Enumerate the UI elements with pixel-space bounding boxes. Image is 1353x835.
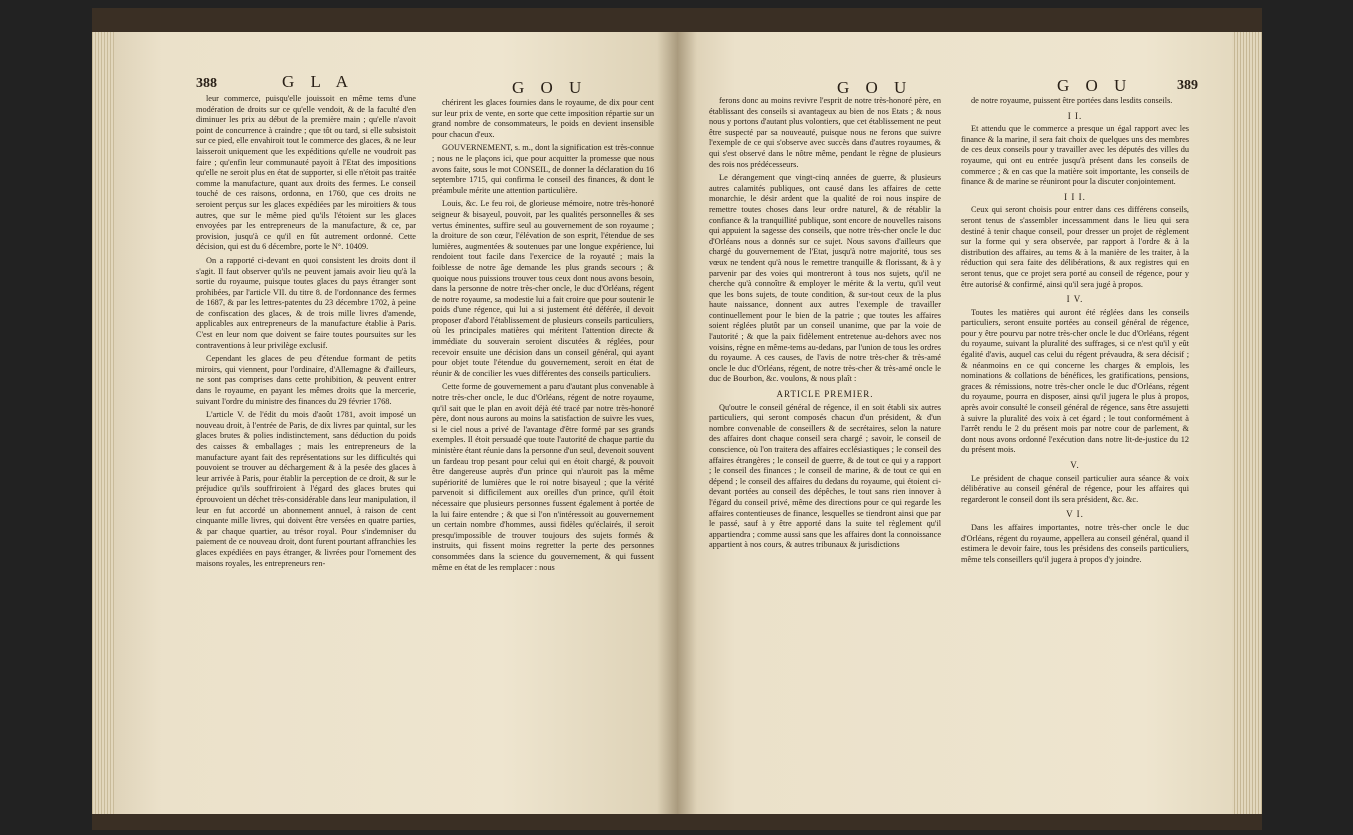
paragraph: L'article V. de l'édit du mois d'août 1781, avoit imposé un nouveau droit, à l'entrée de Paris, de dix livres par quintal, sur les glaces brutes & polies indistinctement, sans déduction du poids des caisses & emballages ; mais les entrepreneurs de la manufacture ayant fait des représentations sur les difficultés qui pouvoient se trouver au déchargement & à la pesée des glaces à leur arrivée à Paris, pour établir la perception de ce droit, & sur le préjudice qu'ils souffriroient à l'égard des glaces brutes qui éprouvoient un déchet très-considérable dans leur manipulation, il leur en fut accordé un abonnement annuel, à raison de cent cinquante mille livres, qui doivent être versées en quatre parties, & par chaque quartier, au trésor royal. Pour s'indemniser du paiement de ce nouveau droit, dont furent pourtant affranchies les glaces expédiées en pays étranger, & livrées pour l'ornement des maisons royales, les entrepreneurs ren- xyxy=(196,410,416,568)
open-book xyxy=(92,8,1262,830)
article-heading: V I. xyxy=(1066,509,1084,520)
paragraph: Ceux qui seront choisis pour entrer dans ces différens conseils, seront tenus de s'assembler incessamment dans le lieu qui sera destiné à tenir chaque conseil, pour dresser un projet de règlement sur la forme qui y sera observée, par rapport à l'ordre & à la distribution des affaires, au tems & à la manière de les traiter, à la réduction qui sera faite des délibérations, & aux registres qui en seront tenus, que ce projet sera porté au conseil de régence, pour y être autorisé & confirmé, ainsi qu'il sera jugé à propos. xyxy=(961,205,1189,289)
running-head-right-col1: G O U xyxy=(837,78,913,97)
paragraph: On a rapporté ci-devant en quoi consistent les droits dont il s'agit. Il faut observer qu'ils ne peuvent jamais avoir lieu qu'à la sortie du royaume, puisque toutes glaces du pays étranger sont prohibées, par l'article VII. du titre 8. de l'ordonnance des fermes de 1687, & par les lettres-patentes du 23 décembre 1702, à peine de confiscation des glaces, & de trois mille livres d'amende, applicables aux entrepreneurs de la manufacture établie à Paris. C'est en leur nom que doivent se faire toutes poursuites sur les contraventions à leur privilège exclusif. xyxy=(196,255,416,350)
left-page-column-2 xyxy=(432,98,654,802)
paragraph: Dans les affaires importantes, notre très-cher oncle le duc d'Orléans, régent du royaume, appellera au conseil général, quand il estimera le devoir faire, tous les présidens des conseils particuliers, même tels conseillers qu'il jugera à propos d'y joindre. xyxy=(961,522,1189,564)
article-heading: I I I. xyxy=(1064,191,1086,202)
paragraph: Louis, &c. Le feu roi, de glorieuse mémoire, notre très-honoré seigneur & bisayeul, pouvoit, par les qualités personnelles & ses vertus éminentes, suffire seul au gouvernement de son royaume ; la droiture de son cœur, l'élévation de son esprit, l'étendue de ses lumières, augmentées & soutenues par une longue expérience, lui rendoient tout facile dans l'exercice de la royauté ; mais la foiblesse de notre âge demande les plus grands secours ; & quoique nous puissions trouver tous ceux dont nous avons besoin, dans la personne de notre très-cher oncle, le duc d'Orléans, régent de notre royaume, sa modestie lui a fait croire que pour soutenir le poids d'une régence, qui lui a si justement été déférée, il devoit proposer d'abord l'établissement de plusieurs conseils particuliers, où les principales matières qui méritent l'attention directe & immédiate du souverain seroient discutées & réglées, pour recevoir ensuite une décision dans un conseil général, qui ayant pour objet toute l'étendue du gouvernement, seroit en état de réunir & de concilier les vues différentes des conseils particuliers. xyxy=(432,199,654,378)
right-page-column-2 xyxy=(961,96,1189,802)
paragraph: Et attendu que le commerce a presque un égal rapport avec les finance & la marine, il sera fait choix de quelques uns des membres de ces deux conseils pour y travailler avec les députés des villes du royaume, qui ont eu entrée jusqu'à présent dans les conseils de commerce ; & en cas que la matière soit importante, les conseils de finance & de marine se réuniront pour la discuter conjointement. xyxy=(961,124,1189,187)
paragraph: Le dérangement que vingt-cinq années de guerre, & plusieurs autres calamités publiques, ont causé dans les affaires de cette monarchie, le désir ardent que la qualité de roi nous inspire de remettre toutes choses dans leur ordre naturel, & de rétablir la confiance & la tranquillité publique, sont encore de nouvelles raisons qui appuient la sagesse des conseils, que notre très-cher oncle le duc d'Orléans nous a donnés sur ce sujet. Nous savons d'ailleurs que chargé du gouvernement de l'Etat, jusqu'à notre majorité, tous ses vœux ne tendent qu'à nous le remettre tranquille & florissant, & à y parvenir par des voies qui montreront à tous nos sujets, qu'il ne cherche qu'à connoître & employer le mérite & la vertu, qu'il veut que les bons sujets, de toute condition, & sur-tout ceux de la plus haute naissance, donnent aux autres l'exemple de travailler continuellement pour le bien de la patrie ; que toutes les affaires soient réglées plutôt par un conseil unanime, que par la voie de l'autorité ; & que la paix fidèlement entretenue au-dehors avec nos voisins, règne en même-tems au-dedans, par l'union de tous les ordres du royaume. A ces causes, de l'avis de notre très-cher & très-amé oncle le duc d'Orléans, régent, de notre très-cher & très-amé oncle le duc de Bourbon, &c. voulons, & nous plaît : xyxy=(709,173,941,384)
paragraph: Le président de chaque conseil particulier aura séance & voix délibérative au conseil général de régence, pour les affaires qui regarderont le conseil dont ils sera président, &c. &c. xyxy=(961,473,1189,504)
article-heading: ARTICLE PREMIER. xyxy=(776,389,874,400)
book-gutter xyxy=(657,32,697,814)
paragraph: ferons donc au moins revivre l'esprit de notre très-honoré père, en établissant des conseils si avantageux au bien de nos Etats ; & nous nous y portons d'autant plus volontiers, que cet établissement ne peut être suspecté par sa nouveauté, puisque nous ne ferons que suivre l'exemple de ce qui s'observe avec succès dans d'autres royaumes, & qui s'est observé dans le nôtre même, pendant le règne de plusieurs des rois nos prédécesseurs. xyxy=(709,96,941,169)
left-page-column-1 xyxy=(196,94,416,802)
page-number-right: 389 xyxy=(1177,78,1198,93)
article-heading: I V. xyxy=(1066,294,1084,305)
paragraph: chérirent les glaces fournies dans le royaume, de dix pour cent sur leur prix de vente, en sorte que cette imposition répartie sur un grand nombre de consommateurs, le poids en devient insensible pour chacun d'eux. xyxy=(432,98,654,139)
running-head-right-col2: G O U xyxy=(1057,76,1133,95)
paragraph: leur commerce, puisqu'elle jouissoit en même tems d'une modération de droits sur ce qu'elle vendoit, & de la faculté d'en diminuer les prix au début de la première main ; qu'elle n'avoit point de concurrence à craindre ; que tôt ou tard, si elle subsistoit sur ce pied, elle envahiroit tout le commerce des glaces, & ne leur laisseroit uniquement que les expéditions qu'elle ne voudroit pas faire ; qu'enfin leur communauté payoit à l'Etat des impositions qu'elle ne seroit plus en état de supporter, si elle n'étoit pas traitée comme la manufacture, quant aux droits des fermes. Le conseil touché de ces raisons, ordonna, en 1760, que ces droits ne seroient perçus sur les glaces expédiées par les miroitiers & tous autres, que sur le même pied qu'ils l'étoient sur les glaces envoyées par les entrepreneurs de la manufacture, & ce, par provision, jusqu'à ce qu'il en fût autrement ordonné. Cette décision, qui est du 6 décembre, porte le N°. 10409. xyxy=(196,94,416,252)
left-page xyxy=(92,32,677,814)
page-number-left: 388 xyxy=(196,76,217,91)
paragraph: Toutes les matières qui auront été réglées dans les conseils particuliers, seront ensuite portées au conseil général de régence, pour y être pourvu par notre très-cher oncle le duc d'Orléans, régent du royaume, suivant la pluralité des suffrages, si ce n'est qu'il y eût égalité d'avis, auquel cas celui du régent prévaudra, & sera décisif ; & néanmoins en ce qui concerne les charges & emplois, les nominations & collations de bénéfices, les gratifications, pensions, graces & rémissions, notre très-cher oncle le duc d'Orléans, régent du royaume, pourra en disposer, ainsi qu'il jugera le plus à propos, après avoir consulté le conseil général de régence, sans être assujetti à suivre la pluralité des voix à cet égard ; le tout conformément à l'arrêt rendu le 2 du présent mois par notre cour de parlement, & dont nous avons ordonné l'exécution dans notre lit-de-justice du 12 du présent mois. xyxy=(961,307,1189,455)
running-head-left-col2: G O U xyxy=(512,78,588,97)
article-heading: V. xyxy=(1070,460,1080,470)
right-page-column-1 xyxy=(709,96,941,802)
running-head-left-col1: G L A xyxy=(282,72,354,91)
right-page xyxy=(677,32,1262,814)
paragraph: GOUVERNEMENT, s. m., dont la signification est très-connue ; nous ne le plaçons ici, que pour acquitter la promesse que nous avons faite, sous le mot CONSEIL, de donner la déclaration du 16 septembre 1715, qui confirma le conseil des finances, & dont le préambule mérite une attention particulière. xyxy=(432,143,654,195)
paragraph: Cependant les glaces de peu d'étendue formant de petits miroirs, qui viennent, pour l'ordinaire, d'Allemagne & d'ailleurs, ne sont pas comprises dans cette prohibition, & peuvent entrer dans le royaume, en payant les mêmes droits que la mercerie, suivant l'ordre du ministre des finances du 29 février 1768. xyxy=(196,354,416,406)
paragraph: Qu'outre le conseil général de régence, il en soit établi six autres particuliers, qui seront composés chacun d'un président, & d'un nombre convenable de conseillers & de secrétaires, selon la nature des affaires dont chaque conseil sera chargé ; savoir, le conseil de conscience, où l'on traitera des affaires ecclésiastiques ; le conseil des affaires étrangères ; le conseil de guerre, & de tout ce qui y a rapport ; le conseil des finances ; le conseil de marine, & de tout ce qui en dépend ; le conseil des affaires du dedans du royaume, qui étoient ci-devant portées au conseil des dépêches, le tout sans rien innover à l'égard du conseil privé, même des directions pour ce qui regarde les affaires contentieuses de finance, lesquelles se tiendront ainsi que par le passé, sauf à y être apporté dans la suite tel règlement qu'il appartiendra ; comme aussi sans que les affaires dont la connoissance appartient à nos cours, & autres tribunaux & jurisdictions xyxy=(709,402,941,550)
article-heading: I I. xyxy=(1067,110,1083,121)
page-edges-right xyxy=(1232,32,1262,814)
page-edges-left xyxy=(92,32,114,814)
paragraph: de notre royaume, puissent être portées dans lesdits conseils. xyxy=(971,96,1173,105)
paragraph: Cette forme de gouvernement a paru d'autant plus convenable à notre très-cher oncle, le duc d'Orléans, régent de notre royaume, qu'il sait que le plan en avoit déjà été tracé par notre très-honoré père, dont nous aurons au moins la satisfaction de suivre les vues, si le ciel nous a privé de l'avantage d'être formé par ses grands exemples. Il étoit persuadé que toute l'autorité de chaque partie du ministère étant réunie dans la personne d'un seul, devenoit souvent un fardeau trop pesant pour celui qui en étoit chargé, & pouvoit être dangereuse auprès d'un prince qui n'auroit pas la même supériorité de lumières que le roi notre bisayeul ; que la vérité parvenoit si difficilement aux oreilles d'un prince, qu'il étoit nécessaire que plusieurs personnes fussent également à portée de la lui faire entendre ; & que si l'on n'intéressoit au gouvernement un certain nombre d'hommes, aussi fidèles qu'éclairés, il seroit presqu'impossible de trouver toujours des sujets formés & instruits, qui fissent moins regretter la perte des personnes consommées dans la science du gouvernement, & qui fussent même en état de les remplacer : nous xyxy=(432,382,654,572)
